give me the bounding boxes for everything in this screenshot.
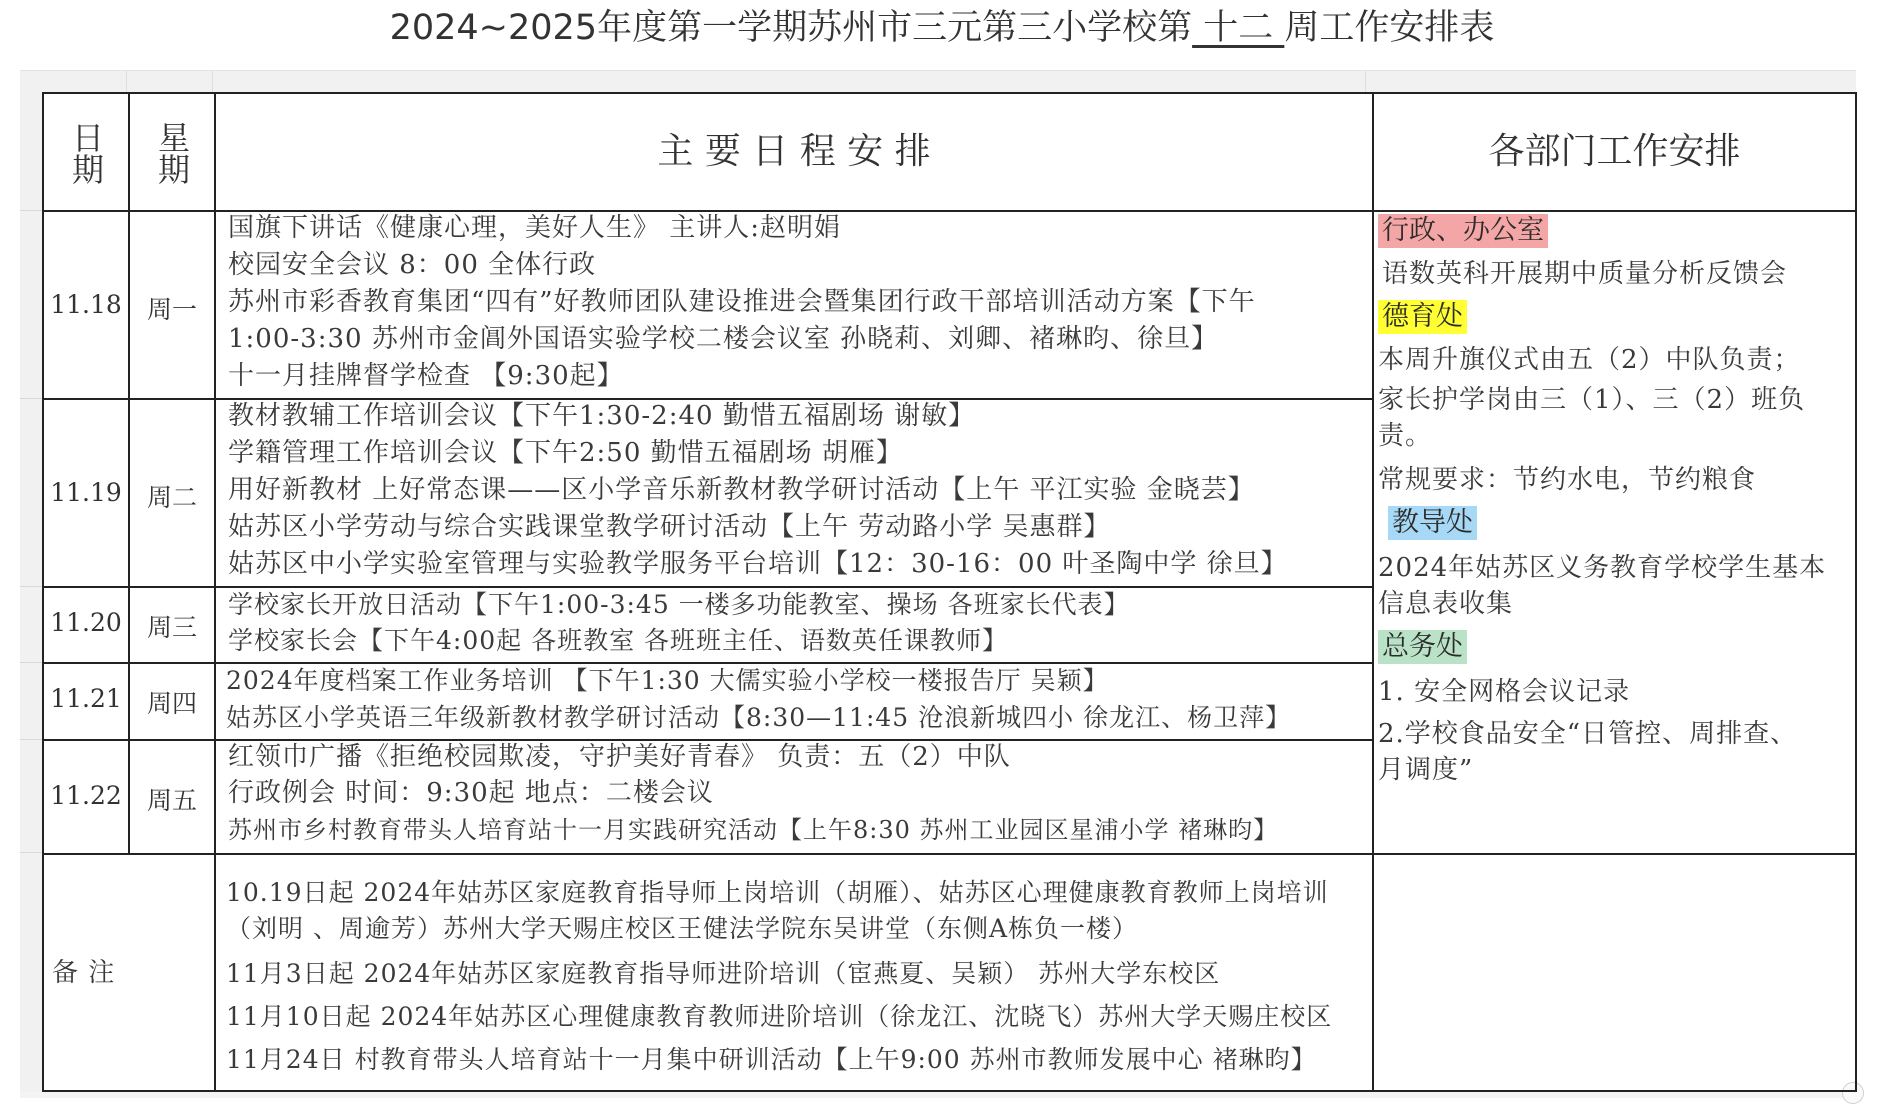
dept-moral-label: 德育处 (1378, 300, 1467, 334)
column-header-strip (20, 70, 1856, 93)
remarks-dept-cell[interactable] (1372, 853, 1857, 1092)
row-header-strip (20, 92, 43, 1092)
schedule-cell[interactable] (214, 398, 1374, 588)
weekday-value: 周四 (146, 689, 197, 718)
remarks-line: （刘明 、周逾芳）苏州大学天赐庄校区王健法学院东吴讲堂（东侧A栋负一楼） (226, 914, 1139, 943)
row-header-mark[interactable] (20, 739, 42, 740)
date-value: 11.20 (50, 608, 122, 637)
schedule-line: 苏州市彩香教育集团“四有”好教师团队建设推进会暨集团行政干部培训活动方案【下午 (228, 287, 1256, 317)
weekday-value: 周五 (146, 786, 197, 815)
schedule-line: 学籍管理工作培训会议【下午2:50 勤惜五福剧场 胡雁】 (228, 438, 903, 468)
dept-general-line: 1. 安全网格会议记录 (1378, 677, 1631, 707)
row-header-mark[interactable] (20, 586, 42, 587)
weekday-cell[interactable] (128, 398, 216, 588)
dept-admin-tag (1378, 214, 1548, 248)
schedule-line: 校园安全会议 8：00 全体行政 (228, 250, 597, 280)
remarks-cell[interactable] (214, 853, 1374, 1092)
schedule-line: 学校家长开放日活动【下午1:00-3:45 一楼多功能教室、操场 各班家长代表】 (228, 590, 1130, 619)
dept-moral-line: 责。 (1378, 421, 1433, 451)
date-cell[interactable] (42, 398, 130, 588)
date-value: 11.18 (50, 290, 122, 319)
header-main-cell[interactable] (214, 92, 1374, 212)
column-header-b[interactable] (127, 71, 213, 93)
schedule-line: 姑苏区中小学实验室管理与实验教学服务平台培训【12：30-16：00 叶圣陶中学 徐旦】 (228, 549, 1288, 579)
title-suffix: 周工作安排表 (1284, 8, 1495, 48)
header-dept-label: 各部门工作安排 (1488, 131, 1741, 172)
remarks-label: 备 注 (52, 958, 116, 988)
weekday-value: 周一 (146, 295, 197, 324)
date-cell[interactable] (42, 586, 130, 664)
schedule-line: 红领巾广播《拒绝校园欺凌，守护美好青春》 负责：五（2）中队 (228, 742, 1011, 772)
header-weekday-cell[interactable] (128, 92, 216, 212)
schedule-line: 1:00-3:30 苏州市金阊外国语实验学校二楼会议室 孙晓莉、刘卿、褚琳昀、徐旦】 (228, 324, 1219, 354)
weekday-value: 周二 (146, 483, 197, 512)
remarks-label-cell[interactable] (42, 853, 216, 1092)
schedule-line: 学校家长会【下午4:00起 各班教室 各班班主任、语数英任课教师】 (228, 626, 1009, 655)
dept-general-line: 月调度” (1378, 755, 1474, 785)
schedule-line: 苏州市乡村教育带头人培育站十一月实践研究活动【上午8:30 苏州工业园区星浦小学 褚琳昀】 (228, 816, 1279, 844)
date-value: 11.21 (50, 684, 122, 713)
dept-admin-line: 语数英科开展期中质量分析反馈会 (1382, 259, 1788, 289)
row-header-mark[interactable] (20, 662, 42, 663)
date-cell[interactable] (42, 662, 130, 741)
header-dept-cell[interactable] (1372, 92, 1857, 212)
dept-general-label: 总务处 (1378, 630, 1467, 664)
dept-moral-line: 家长护学岗由三（1）、三（2）班负 (1378, 385, 1806, 415)
schedule-line: 行政例会 时间：9:30起 地点：二楼会议 (228, 778, 714, 808)
date-value: 11.19 (50, 478, 122, 507)
schedule-line: 国旗下讲话《健康心理，美好人生》 主讲人:赵明娟 (228, 213, 842, 243)
date-cell[interactable] (42, 739, 130, 855)
dept-teaching-label: 教导处 (1388, 506, 1477, 540)
row-header-mark[interactable] (20, 852, 42, 853)
header-main-label: 主 要 日 程 安 排 (657, 131, 931, 172)
page-title (0, 6, 1884, 50)
schedule-cell[interactable] (214, 739, 1374, 855)
schedule-line: 教材教辅工作培训会议【下午1:30-2:40 勤惜五福剧场 谢敏】 (228, 401, 976, 431)
header-date-cell[interactable] (42, 92, 130, 212)
remarks-line: 11月24日 村教育带头人培育站十一月集中研训活动【上午9:00 苏州市教师发展中心 褚琳昀】 (226, 1045, 1317, 1074)
header-weekday-label: 星期 (153, 121, 191, 185)
schedule-cell[interactable] (214, 586, 1374, 664)
title-week-number: 十二 (1192, 8, 1285, 48)
dept-teaching-tag (1388, 506, 1477, 540)
dept-teaching-line: 信息表收集 (1378, 589, 1514, 619)
department-cell[interactable] (1372, 210, 1857, 855)
row-header-mark[interactable] (20, 398, 42, 399)
weekday-value: 周三 (146, 613, 197, 642)
column-header-c[interactable] (213, 71, 1366, 93)
schedule-table (42, 92, 1857, 1092)
dept-general-line: 2.学校食品安全“日管控、周排查、 (1378, 719, 1798, 749)
schedule-line: 姑苏区小学劳动与综合实践课堂教学研讨活动【上午 劳动路小学 吴惠群】 (228, 512, 1111, 542)
date-cell[interactable] (42, 210, 130, 400)
schedule-line: 姑苏区小学英语三年级新教材教学研讨活动【8:30—11:45 沧浪新城四小 徐龙江、杨卫萍】 (226, 703, 1292, 732)
dept-moral-line: 常规要求：节约水电，节约粮食 (1378, 465, 1757, 495)
horizontal-scrollbar-track[interactable] (20, 1092, 1856, 1098)
title-prefix: 2024~2025年度第一学期苏州市三元第三小学校第 (389, 8, 1193, 48)
column-header-d[interactable] (1366, 71, 1855, 93)
schedule-cell[interactable] (214, 662, 1374, 741)
schedule-line: 2024年度档案工作业务培训 【下午1:30 大儒实验小学校一楼报告厅 吴颖】 (226, 666, 1109, 695)
dept-general-tag (1378, 630, 1467, 664)
date-value: 11.22 (50, 781, 122, 810)
column-header-a[interactable] (42, 71, 127, 93)
schedule-cell[interactable] (214, 210, 1374, 400)
remarks-line: 10.19日起 2024年姑苏区家庭教育指导师上岗培训（胡雁）、姑苏区心理健康教育教师上岗培训 (226, 878, 1329, 907)
dept-moral-tag (1378, 300, 1467, 334)
weekday-cell[interactable] (128, 210, 216, 400)
remarks-line: 11月10日起 2024年姑苏区心理健康教育教师进阶培训（徐龙江、沈晓飞）苏州大学天赐庄校区 (226, 1002, 1333, 1031)
header-date-label: 日期 (67, 121, 105, 185)
weekday-cell[interactable] (128, 586, 216, 664)
row-header-mark[interactable] (20, 210, 42, 211)
dept-moral-line: 本周升旗仪式由五（2）中队负责； (1378, 345, 1801, 375)
remarks-line: 11月3日起 2024年姑苏区家庭教育指导师进阶培训（宦燕夏、吴颖） 苏州大学东校区 (226, 959, 1221, 988)
dept-teaching-line: 2024年姑苏区义务教育学校学生基本 (1378, 553, 1827, 583)
weekday-cell[interactable] (128, 662, 216, 741)
schedule-line: 十一月挂牌督学检查 【9:30起】 (228, 361, 624, 391)
weekday-cell[interactable] (128, 739, 216, 855)
dept-admin-label: 行政、办公室 (1378, 214, 1548, 248)
schedule-line: 用好新教材 上好常态课——区小学音乐新教材教学研讨活动【上午 平江实验 金晓芸】 (228, 475, 1255, 505)
